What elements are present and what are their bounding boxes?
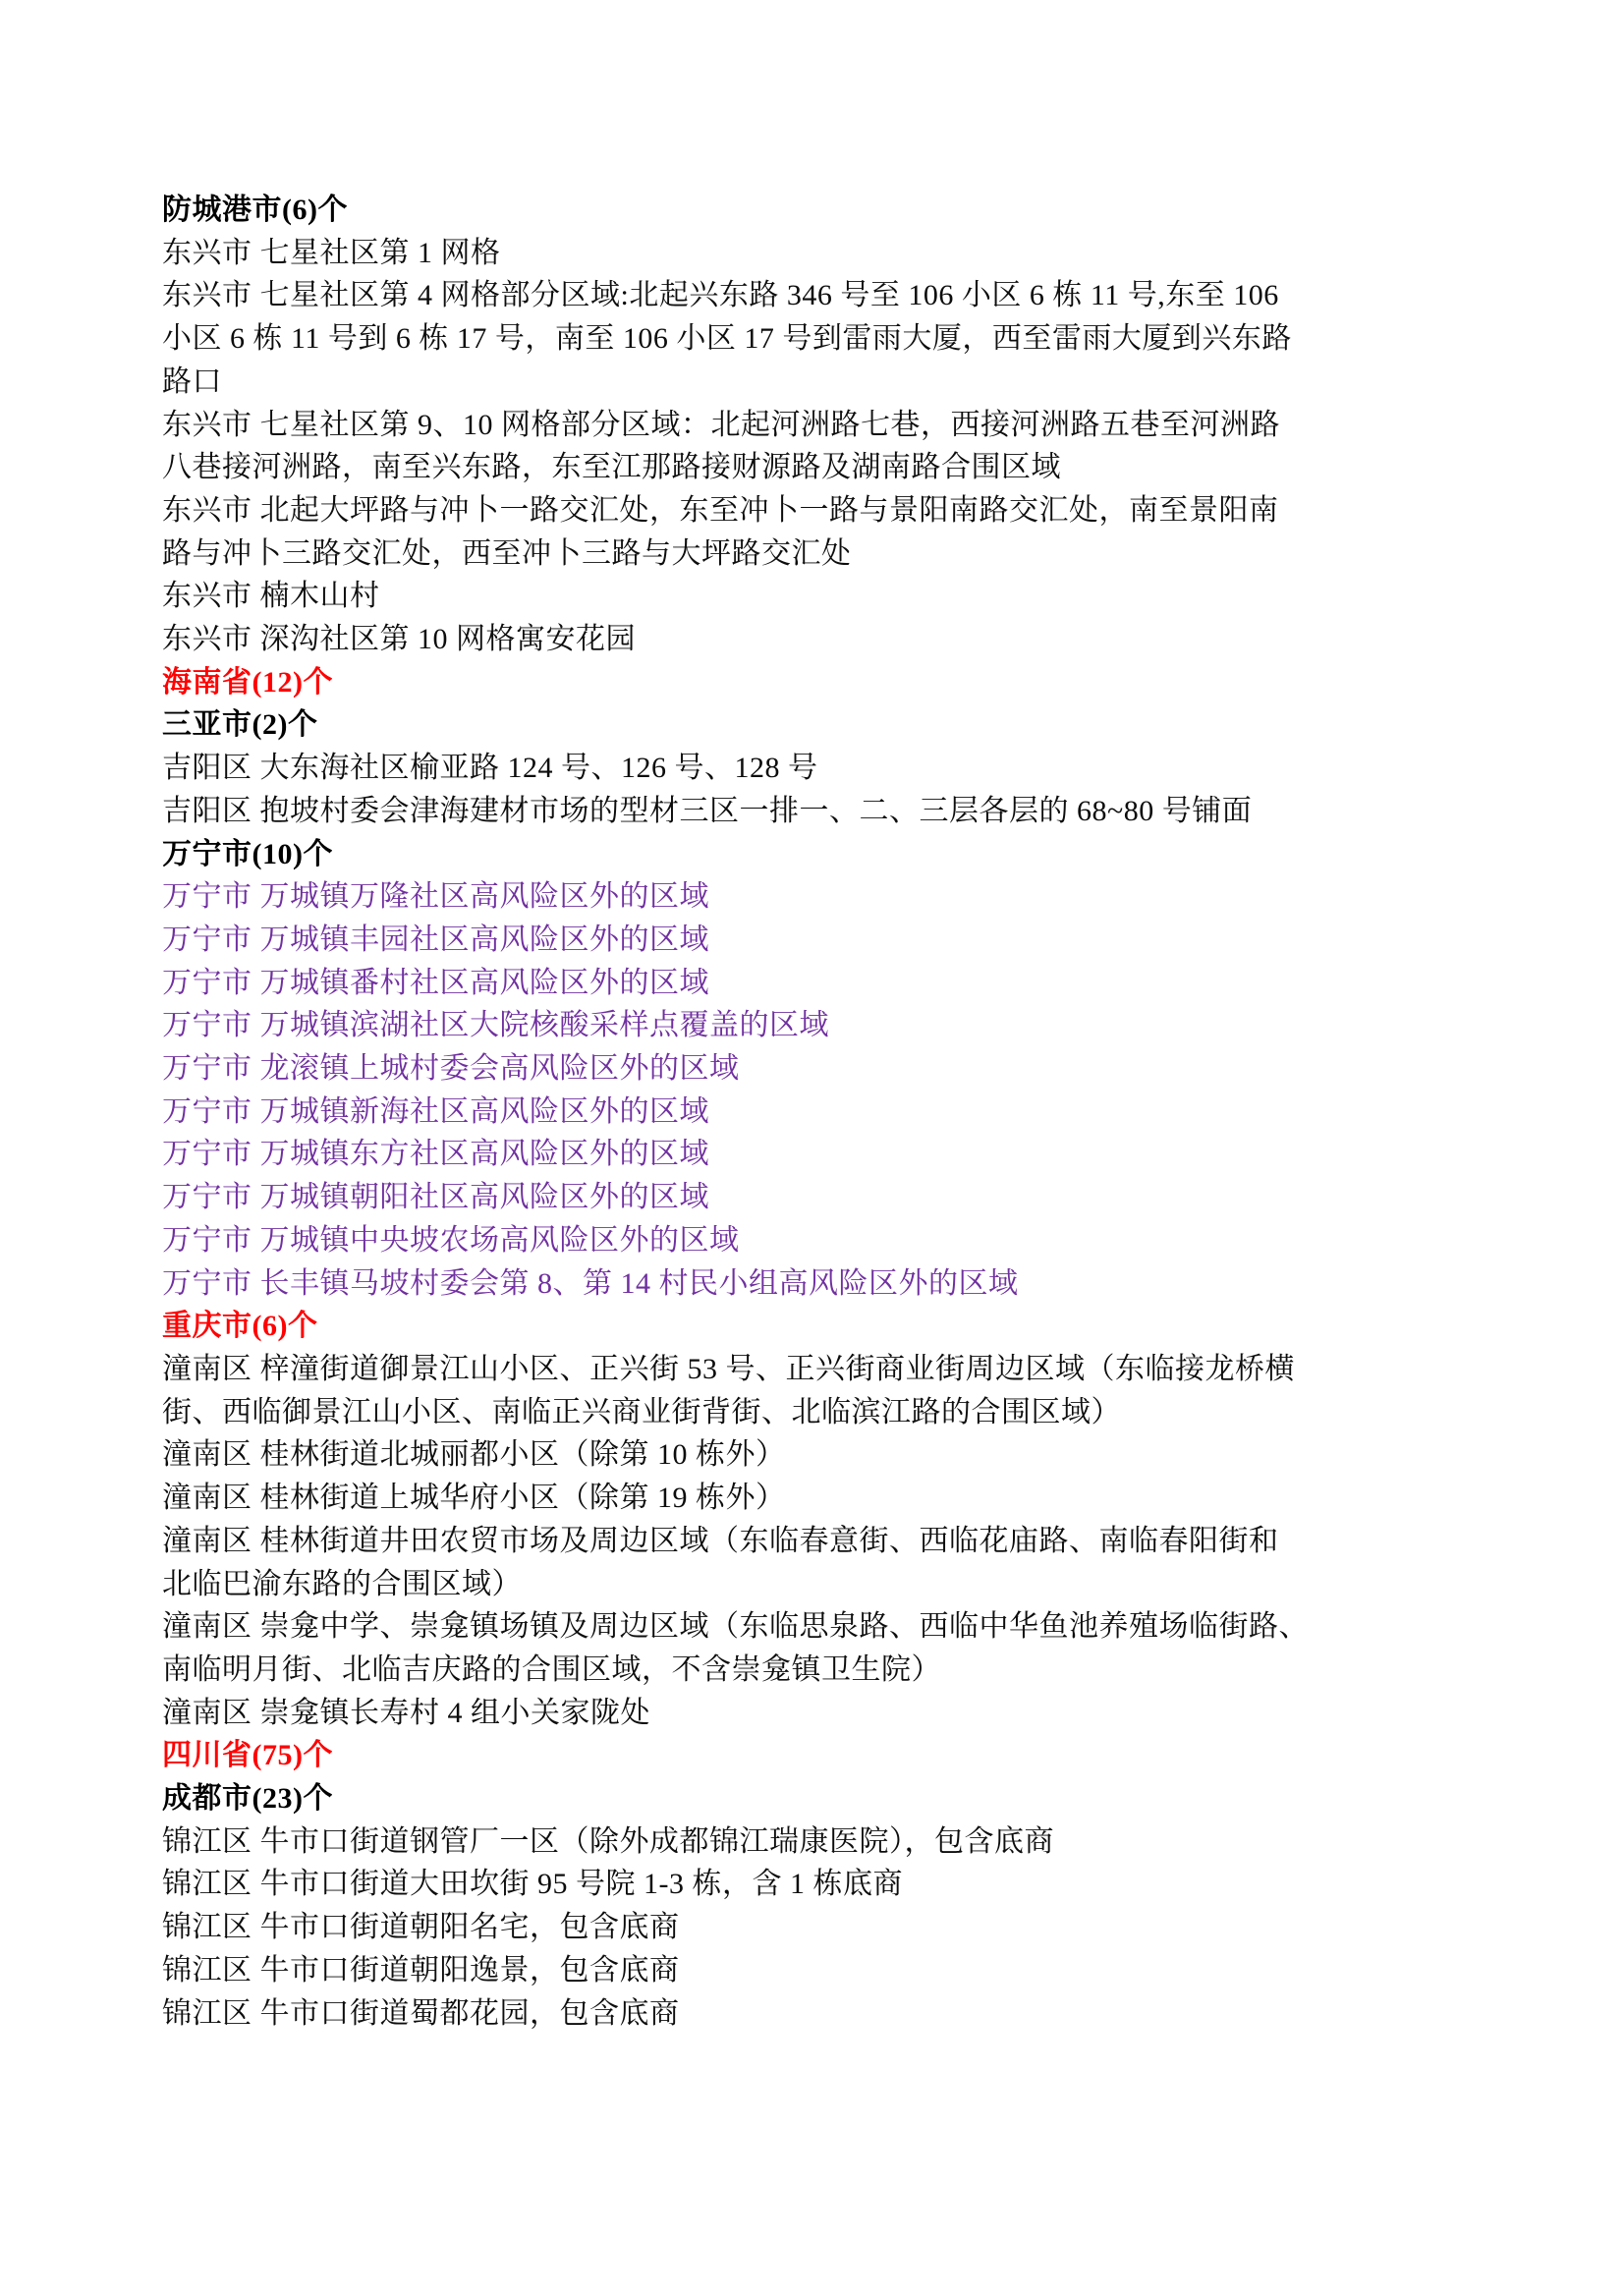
region-line: 锦江区 牛市口街道朝阳逸景，包含底商 [162,1953,680,1987]
province-heading: 海南省(12)个 [162,665,333,699]
region-line: 路口 [162,364,222,398]
region-line: 南临明月街、北临吉庆路的合围区域，不含崇龛镇卫生院） [162,1652,941,1686]
region-line: 吉阳区 大东海社区榆亚路 124 号、126 号、128 号 [162,752,818,785]
region-line: 万宁市 万城镇朝阳社区高风险区外的区域 [162,1181,709,1214]
region-line: 东兴市 楠木山村 [162,580,380,613]
region-line: 吉阳区 抱坡村委会津海建材市场的型材三区一排一、二、三层各层的 68~80 号铺面 [162,794,1253,827]
region-line: 小区 6 栋 11 号到 6 栋 17 号，南至 106 小区 17 号到雷雨大厦，西至雷雨大厦到兴东路 [162,322,1292,356]
risk-area-list [162,189,1471,2035]
region-line: 潼南区 桂林街道北城丽都小区（除第 10 栋外） [162,1438,786,1472]
province-heading: 重庆市(6)个 [162,1310,318,1343]
region-line: 东兴市 深沟社区第 10 网格寓安花园 [162,623,636,656]
region-line: 八巷接河洲路，南至兴东路，东至江那路接财源路及湖南路合围区域 [162,451,1061,484]
region-line: 潼南区 桂林街道井田农贸市场及周边区域（东临春意街、西临花庙路、南临春阳街和 [162,1524,1279,1557]
region-line: 东兴市 七星社区第 9、10 网格部分区域：北起河洲路七巷，西接河洲路五巷至河洲路 [162,408,1280,441]
region-line: 锦江区 牛市口街道大田坎街 95 号院 1-3 栋，含 1 栋底商 [162,1868,903,1901]
region-line: 潼南区 梓潼街道御景江山小区、正兴街 53 号、正兴街商业街周边区域（东临接龙桥横 [162,1352,1295,1385]
city-heading: 成都市(23)个 [162,1782,333,1816]
region-line: 万宁市 长丰镇马坡村委会第 8、第 14 村民小组高风险区外的区域 [162,1266,1019,1300]
region-line: 万宁市 万城镇万隆社区高风险区外的区域 [162,880,709,914]
region-line: 潼南区 崇龛镇长寿村 4 组小关家陇处 [162,1696,650,1729]
region-line: 万宁市 万城镇番村社区高风险区外的区域 [162,966,709,999]
region-line: 万宁市 万城镇中央坡农场高风险区外的区域 [162,1223,740,1257]
city-heading: 三亚市(2)个 [162,708,318,742]
region-line: 锦江区 牛市口街道蜀都花园，包含底商 [162,1996,680,2030]
region-line: 路与冲卜三路交汇处，西至冲卜三路与大坪路交汇处 [162,536,852,570]
region-line: 万宁市 万城镇新海社区高风险区外的区域 [162,1094,709,1128]
region-line: 东兴市 七星社区第 4 网格部分区域:北起兴东路 346 号至 106 小区 6 栋 11 号,东至 106 [162,279,1279,312]
region-line: 东兴市 七星社区第 1 网格 [162,236,501,269]
region-line: 锦江区 牛市口街道钢管厂一区（除外成都锦江瑞康医院），包含底商 [162,1824,1054,1858]
province-heading: 四川省(75)个 [162,1739,333,1772]
region-line: 万宁市 万城镇丰园社区高风险区外的区域 [162,923,709,956]
city-heading: 防城港市(6)个 [162,194,348,226]
region-line: 东兴市 北起大坪路与冲卜一路交汇处，东至冲卜一路与景阳南路交汇处，南至景阳南 [162,493,1279,527]
region-line: 北临巴渝东路的合围区域） [162,1567,522,1600]
region-line: 万宁市 龙滚镇上城村委会高风险区外的区域 [162,1052,740,1086]
region-line: 万宁市 万城镇东方社区高风险区外的区域 [162,1138,709,1171]
city-heading: 万宁市(10)个 [162,837,333,870]
region-line: 潼南区 崇龛中学、崇龛镇场镇及周边区域（东临思泉路、西临中华鱼池养殖场临街路、 [162,1610,1309,1644]
region-line: 锦江区 牛市口街道朝阳名宅，包含底商 [162,1911,680,1944]
region-line: 潼南区 桂林街道上城华府小区（除第 19 栋外） [162,1482,786,1515]
region-line: 万宁市 万城镇滨湖社区大院核酸采样点覆盖的区域 [162,1009,829,1042]
region-line: 街、西临御景江山小区、南临正兴商业街背街、北临滨江路的合围区域） [162,1395,1121,1428]
